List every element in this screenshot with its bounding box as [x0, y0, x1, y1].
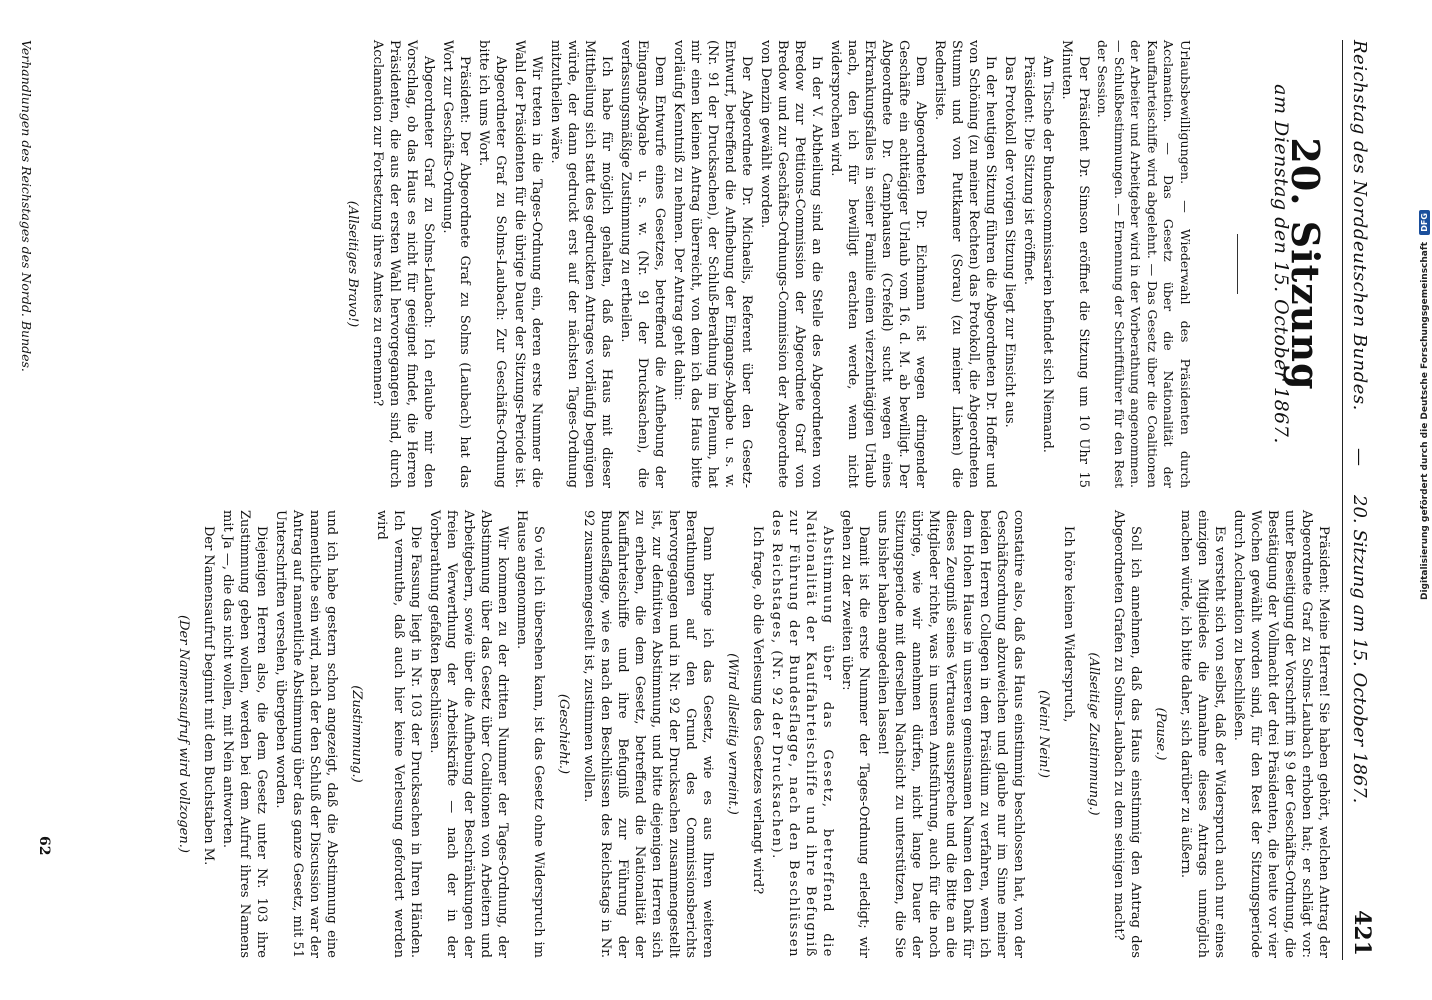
stage-direction: (Allseitiges Bravo!) [345, 200, 360, 328]
stage-direction: (Allseitige Zustimmung.) [1086, 652, 1101, 816]
journal-title: Reichstag des Norddeutschen Bundes. [1349, 40, 1370, 411]
paragraph: Damit ist die erste Nummer der Tages-Ordnung erledigt; wir gehen zu der zweiten über: [839, 510, 871, 958]
paragraph: Am Tische der Bundescommissarien befindet sich Niemand. [1040, 56, 1055, 453]
paragraph: Ich höre keinen Widerspruch, [1061, 526, 1076, 723]
paragraph: Wir kommen zu der dritten Nummer der Tages-Ordnung, der Abstimmung über das Gesetz über Coalitionen von Arbeitern und Arbeitgebern, sowie über die Aufhebung der Beschränkungen der freien Verwerthung der Arbeitskräfte — nach der in der Vorberathung gefaßten Beschlüssen. [427, 510, 510, 958]
paragraph: Der Namensaufruf beginnt mit dem Buchstaben M. [201, 526, 216, 866]
header-dash: — [1349, 448, 1370, 466]
folio-number: 62 [36, 836, 52, 856]
paragraph: constatire also, daß das Haus einstimmig beschlossen hat, von der Geschäftsordnung abzuweichen und glaube nur im Sinne meiner beiden Herren Collegen in dem Präsidium zu verfahren, wenn ich dem Hohen Hause in unseren gemeinsamen Namen den Dank für dieses Zeugniß seines Vertrauens ausspreche und die Bitte an die Mitglieder richte, was in unseren Amtsführung, auch für die noch übrige, wie wir annehmen dürfen, nicht lange Dauer der Sitzungsperiode mit derselben Nachsicht zu unterstützen, die Sie uns bisher haben angedeihen lassen! [875, 510, 1026, 958]
stage-direction: (Zustimmung.) [349, 685, 364, 783]
paragraph: Es versteht sich von selbst, daß der Widerspruch auch nur eines einzigen Mitgliedes die Annahme dieses Antrags unmöglich machen würde, ich bitte daher, sich darüber zu äußern. [1178, 510, 1227, 958]
paragraph: Ich habe für möglich gehalten, daß das Haus mit dieser Mittheilung sich statt des gedruckten Antrages vorläufig begnügen würde, der dann gedruckt erst auf der nächsten Tages-Ordnung mitzutheilen wäre. [548, 40, 614, 488]
dfg-note-text: Digitalisierung gefördert durch die Deutsche Forschungsgemeinschaft [1420, 241, 1430, 600]
paragraph: Abgeordneter Graf zu Solms-Laubach: Ich erlaube mir den Vorschlag, ob das Haus es nicht für geeignet findet, die Herren Präsidenten, die aus der ersten Wahl hervorgegangen sind, durch Acclamation zur Fortsetzung ihres Amtes zu ernennen? [370, 40, 436, 488]
session-summary: Urlaubsbewilligungen. — Wiederwahl des Präsidenten durch Acclamation. — Das Gesetz über die Nationalität der Kauffahrteischiffe wird abgelehnt. — Das Gesetz über die Coalitionen der Arbeiter und Arbeitgeber wird in der Vorberathung angenommen. — Schlußbestimmungen. — Ernennung der Schriftführer für den Rest der Session. [1095, 40, 1193, 488]
stage-direction: (Der Namensaufruf wird vollzogen.) [176, 615, 191, 853]
paragraph: Wir treten in die Tages-Ordnung ein, deren erste Nummer die Wahl der Präsidenten für die übrige Dauer der Sitzungs-Periode ist. [512, 40, 544, 489]
session-date: am Dienstag den 15. October 1867. [1270, 84, 1292, 444]
paragraph: Dem Abgeordneten Dr. Eichmann ist wegen dringender Geschäfte ein achttägiger Urlaub vom 16. d. M. ab bewilligt. Der Abgeordnete Dr. Camphausen (Crefeld) sucht wegen eines Erkrankungsfalles in seiner Familie einen vierzehntägigen Urlaub nach, den ich für bewilligt erachten werde, wenn nicht widersprochen wird. [828, 40, 928, 488]
stage-direction: (Geschieht.) [556, 693, 571, 775]
paragraph: Präsident: Meine Herren! Sie haben gehört, welchen Antrag der Abgeordnete Graf zu Solms-Laubach erhoben hat; er schlägt vor: unter Beseitigung der Vorschrift im § 9 der Geschäfts-Ordnung, die Bestätigung der Vollmacht der drei Präsidenten, die heute vor vier Wochen gewählt worden sind, für den Rest der Sitzungsperiode durch Acclamation zu beschließen. [1231, 510, 1331, 958]
paragraph: und ich habe gestern schon angezeigt, daß die Abstimmung eine namentliche sein wird, nach der den Schluß der Discussion war der Antrag auf namentliche Abstimmung über das ganze Gesetz, mit 51 Unterschriften versehen, übergeben worden. [273, 510, 339, 958]
paragraph: Dann bringe ich das Gesetz, wie es aus Ihren weiteren Berathungen auf den Grund des Commissionsberichts hervorgegangen und in Nr. 92 der Drucksachen zusammengestellt ist, zur definitiven Abstimmung, und bitte diejenigen Herren sich zu erheben, die dem Gesetz, betreffend die Nationalität der Kauffahrteischiffe und ihre Befugniß zur Führung der Bundesflagge, wie es nach den Beschlüssen des Reichstags in Nr. 92 zusammengestellt ist, zustimmen wollen. [581, 510, 715, 958]
paragraph: So viel ich übersehen kann, ist das Gesetz ohne Widerspruch im Hause angenommen. [514, 510, 546, 958]
paragraph: Abgeordneter Graf zu Solms-Laubach: Zur Geschäfts-Ordnung bitte ich ums Wort. [476, 40, 508, 488]
dfg-logo: DFG [1419, 210, 1430, 235]
paragraph: Dem Entwurfe eines Gesetzes, betreffend die Aufhebung der Eingangs-Abgabe u. s. w. (Nr. 91 der Drucksachen), die verfassungsmäßige Zustimmung zu ertheilen. [618, 40, 667, 488]
paragraph: Soll ich annehmen, daß das Haus einstimmig den Antrag des Abgeordneten Grafen zu Solms-Laubach zu dem seinigen macht? [1111, 510, 1143, 958]
stage-direction: (Wird allseitig verneint.) [725, 653, 740, 815]
right-column [167, 510, 1332, 958]
running-head [1342, 40, 1377, 960]
paragraph: Ich frage, ob die Verlesung des Gesetzes verlangt wird? [750, 526, 765, 895]
dfg-funding-note [1419, 210, 1430, 600]
footer-title: Verhandlungen des Reichstages des Nordd. Bundes. [19, 40, 34, 372]
page-number: 421 [1349, 910, 1375, 956]
session-header: 20. Sitzung am 15. October 1867. [1349, 495, 1370, 804]
left-column [336, 40, 1336, 488]
paragraph: In der heutigen Sitzung führen die Abgeordneten Dr. Hoffer und von Schöning (zu meiner Rechten) das Protokoll, die Abgeordneten Stumm und von Puttkamer (Sorau) (zu meiner Linken) die Rednerliste. [932, 40, 998, 488]
paragraph: Der Abgeordnete Dr. Michaelis, Referent über den Gesetz-Entwurf, betreffend die Aufhebung der Eingangs-Abgabe u. s. w. (Nr. 91 der Drucksachen), der Schluß-Berathung im Plenum, hat mir einen kleinen Antrag überreicht, von dem ich das Haus bitte vorläufig Kenntniß zu nehmen. Der Antrag geht dahin: [671, 40, 754, 488]
stage-direction: (Pause.) [1153, 707, 1168, 761]
paragraph: Präsident: Der Abgeordnete Graf zu Solms (Laubach) hat das Wort zur Geschäfts-Ordnung. [440, 40, 472, 488]
paragraph: Der Präsident Dr. Simson eröffnet die Sitzung um 10 Uhr 15 Minuten. [1059, 40, 1091, 488]
stage-direction: (Nein! Nein!) [1036, 690, 1051, 778]
separator-rule [1237, 234, 1238, 294]
agenda-item: Abstimmung über das Gesetz, betreffend die Nationalität der Kauffahrteischiffe und ihre Befugniß zur Führung der Bundesflagge, nach den Beschlüssen des Reichstages, (Nr. 92 der Drucksachen). [769, 510, 835, 958]
paragraph: Präsident: Die Sitzung ist eröffnet. [1021, 56, 1036, 285]
paragraph: In der V. Abtheilung sind an die Stelle des Abgeordneten von Bredow zur Petitions-Commission der Abgeordnete Graf von Bredow und zur Geschäfts-Ordnungs-Commission der Abgeordnete von Denzin gewählt worden. [758, 40, 824, 488]
paragraph: Diejenigen Herren also, die dem Gesetz unter Nr. 103 ihre Zustimmung geben wollen, werden bei dem Aufruf ihres Namens mit Ja —, die das nicht wollen, mit Nein antworten. [220, 510, 269, 958]
paragraph: Die Fassung liegt in Nr. 103 der Drucksachen in Ihren Händen. Ich vermuthe, daß auch hier keine Verlesung gefordert werden wird [374, 510, 423, 958]
session-title: 20. Sitzung [1283, 137, 1328, 391]
paragraph: Das Protokoll der vorigen Sitzung liegt zur Einsicht aus. [1002, 56, 1017, 428]
